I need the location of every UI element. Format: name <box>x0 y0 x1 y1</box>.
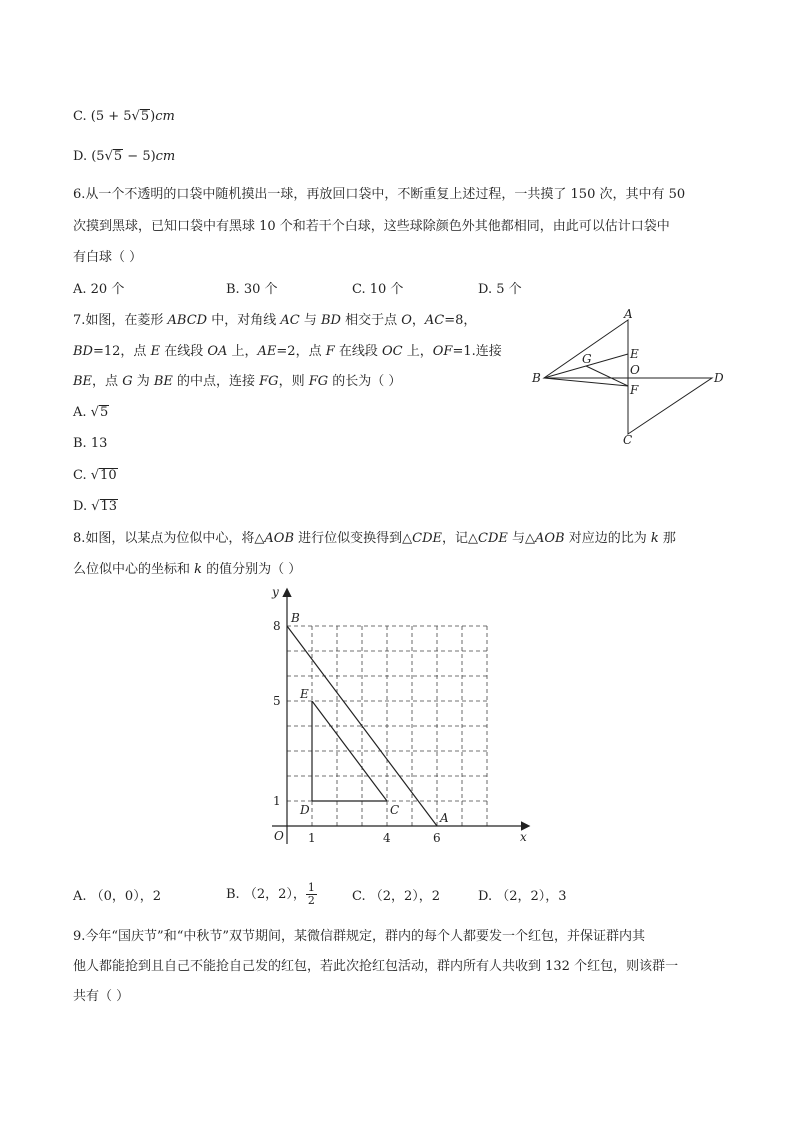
q9-stem-line1: 9.今年“国庆节”和“中秋节”双节期间，某微信群规定，群内的每个人都要发一个红包，并保证群内其 <box>73 929 645 944</box>
point-label-d: D <box>300 803 310 817</box>
q6-option-c: C. 10 个 <box>352 282 404 297</box>
q7-option-b: B. 13 <box>73 436 108 451</box>
grid <box>287 626 487 826</box>
label-o: O <box>630 363 640 377</box>
q9-stem-line3: 共有（ ） <box>73 989 130 1004</box>
point-label-e: E <box>300 687 309 701</box>
label-c: C <box>623 433 633 446</box>
q7-stem-line1: 7.如图，在菱形 ABCD 中，对角线 AC 与 BD 相交于点 O，AC=8， <box>73 313 477 328</box>
q6-stem-line2: 次摸到黑球，已知口袋中有黑球 10 个和若干个白球，这些球除颜色外其他都相同，由此可以估计口袋中 <box>73 219 670 234</box>
q8-option-d: D. （2，2），3 <box>478 889 567 904</box>
q6-option-b: B. 30 个 <box>226 282 278 297</box>
q6-option-a: A. 20 个 <box>73 282 125 297</box>
point-label-c: C <box>390 803 400 817</box>
point-label-b: B <box>291 611 300 625</box>
q7-option-a: A. √5 <box>73 405 109 420</box>
q8-option-a: A. （0，0），2 <box>73 889 161 904</box>
label-d: D <box>714 371 724 385</box>
point-label-a: A <box>440 811 449 825</box>
y-tick-5: 5 <box>273 694 281 708</box>
q6-option-d: D. 5 个 <box>478 282 522 297</box>
label-g: G <box>582 352 592 366</box>
label-e: E <box>630 347 639 361</box>
axis-label-x: x <box>520 830 527 844</box>
y-tick-1: 1 <box>273 794 281 808</box>
q6-stem-line1: 6.从一个不透明的口袋中随机摸出一球，再放回口袋中，不断重复上述过程，一共摸了 150 次，其中有 50 <box>73 187 686 202</box>
label-a: A <box>624 308 633 321</box>
x-tick-6: 6 <box>433 831 441 845</box>
x-tick-4: 4 <box>383 831 391 845</box>
axis-label-y: y <box>272 585 279 599</box>
x-tick-1: 1 <box>308 831 316 845</box>
q7-stem-line2: BD=12，点 E 在线段 OA 上，AE=2，点 F 在线段 OC 上，OF=1.连接 <box>73 344 502 359</box>
q5-option-c: C. (5 + 5√5)cm <box>73 109 175 124</box>
q6-stem-line3: 有白球（ ） <box>73 250 143 265</box>
q7-rhombus-figure <box>528 308 728 446</box>
q7-stem-line3: BE，点 G 为 BE 的中点，连接 FG，则 FG 的长为（ ） <box>73 374 402 389</box>
q8-coordinate-figure <box>262 582 538 848</box>
q8-stem-line2: 么位似中心的坐标和 k 的值分别为（ ） <box>73 562 302 577</box>
q9-stem-line2: 他人都能抢到且自己不能抢自己发的红包，若此次抢红包活动，群内所有人共收到 132 个红包，则该群一 <box>73 959 679 974</box>
q8-option-c: C. （2，2），2 <box>352 889 441 904</box>
fraction-one-half: $\frac{1}{2}$ <box>307 881 315 907</box>
q8-stem-line1: 8.如图，以某点为位似中心，将△AOB 进行位似变换得到△CDE，记△CDE 与△AOB 对应边的比为 k 那 <box>73 531 676 546</box>
q8-option-b: B. （2，2）， $\frac{1}{2}$ <box>226 881 315 907</box>
q7-option-d: D. √13 <box>73 499 118 514</box>
q7-option-c: C. √10 <box>73 468 117 483</box>
label-f: F <box>630 383 639 397</box>
segment-bf <box>544 378 628 386</box>
y-tick-8: 8 <box>273 619 281 633</box>
q5-option-d: D. (5√5 − 5)cm <box>73 149 176 164</box>
label-b: B <box>532 371 541 385</box>
origin-label: O <box>274 829 284 843</box>
